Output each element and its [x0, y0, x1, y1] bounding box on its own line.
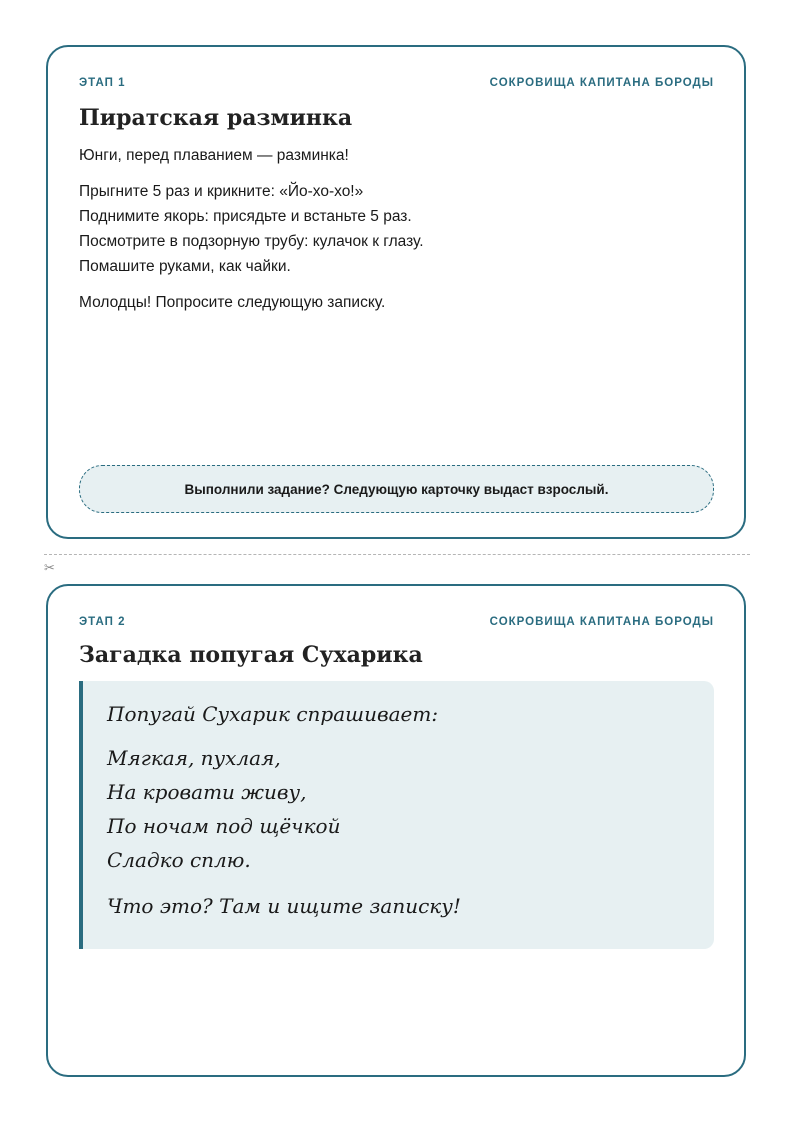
- card-title: Загадка попугая Сухарика: [79, 642, 423, 668]
- riddle-line-3: По ночам под щёчкой: [107, 814, 341, 838]
- riddle-box: [79, 681, 714, 949]
- outro-text: Молодцы! Попросите следующую записку.: [79, 294, 386, 311]
- quest-brand: СОКРОВИЩА КАПИТАНА БОРОДЫ: [489, 77, 714, 89]
- card-title: Пиратская разминка: [79, 105, 353, 131]
- step-3: Посмотрите в подзорную трубу: кулачок к глазу.: [79, 233, 424, 250]
- stage-card-2: [46, 584, 746, 1077]
- step-1: Прыгните 5 раз и крикните: «Йо-хо-хо!»: [79, 183, 364, 200]
- card-header: [79, 616, 714, 630]
- riddle-line-4: Сладко сплю.: [107, 848, 251, 872]
- step-2: Поднимите якорь: присядьте и встаньте 5 раз.: [79, 208, 412, 225]
- riddle-line-1: Мягкая, пухлая,: [107, 746, 281, 770]
- stage-label: ЭТАП 2: [79, 616, 126, 628]
- stage-card-1: [46, 45, 746, 539]
- cut-line: [44, 554, 750, 555]
- riddle-line-2: На кровати живу,: [107, 780, 307, 804]
- scissors-icon: ✂: [44, 560, 55, 575]
- riddle-question: Что это? Там и ищите записку!: [107, 894, 461, 918]
- step-4: Помашите руками, как чайки.: [79, 258, 291, 275]
- riddle-intro: Попугай Сухарик спрашивает:: [107, 702, 439, 726]
- next-card-banner: Выполнили задание? Следующую карточку выдаст взрослый.: [79, 465, 714, 513]
- card-header: [79, 77, 714, 91]
- quest-brand: СОКРОВИЩА КАПИТАНА БОРОДЫ: [489, 616, 714, 628]
- intro-text: Юнги, перед плаванием — разминка!: [79, 147, 349, 164]
- stage-label: ЭТАП 1: [79, 77, 126, 89]
